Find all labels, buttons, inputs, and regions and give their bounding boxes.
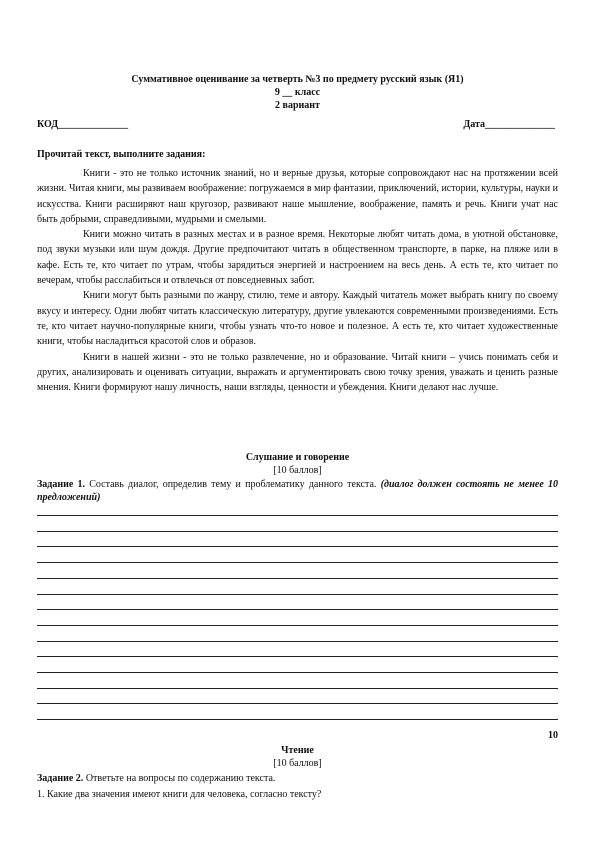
variant-line: 2 вариант xyxy=(275,100,320,111)
grade-line: 9 __ класс xyxy=(274,87,321,98)
answer-line[interactable] xyxy=(37,531,558,532)
task-1-hint: (диалог должен состоять не менее 10 предложений) xyxy=(37,479,559,503)
answer-line[interactable] xyxy=(37,688,558,689)
answer-line[interactable] xyxy=(37,656,558,657)
document-title: Суммативное оценивание за четверть №3 по предмету русский язык (Я1) xyxy=(131,74,464,85)
section-reading-title: Чтение xyxy=(281,745,314,756)
date-field: Дата______________ xyxy=(463,119,555,130)
answer-line[interactable] xyxy=(37,641,558,642)
task-1-label: Задание 1. xyxy=(37,479,86,490)
section-listening-points: [10 баллов] xyxy=(273,465,322,476)
reading-text xyxy=(37,166,558,395)
code-field: КОД______________ xyxy=(37,119,129,130)
answer-line[interactable] xyxy=(37,672,558,673)
page-number: 10 xyxy=(548,730,558,741)
answer-line[interactable] xyxy=(37,625,558,626)
paragraph-2: Книги можно читать в разных местах и в разное время. Некоторые любят читать дома, в уютной обстановке, под звуки музыки или шум дождя. Другие предпочитают читать в общественном транспорте, в парке, на пляже или в кафе. Есть те, кто читает по утрам, чтобы зарядиться энергией и настроением на весь день. А есть те, кто читает по вечерам, чтобы расслабиться и отвлечься от повседневных забот. xyxy=(37,229,558,287)
section-listening-title: Слушание и говорение xyxy=(245,452,350,463)
section-reading-points: [10 баллов] xyxy=(273,758,322,769)
answer-line[interactable] xyxy=(37,719,558,720)
task-2-label: Задание 2. xyxy=(37,773,84,784)
answer-line[interactable] xyxy=(37,609,558,610)
answer-line[interactable] xyxy=(37,515,558,516)
paragraph-1: Книги - это не только источник знаний, но и верные друзья, которые сопровождают нас на протяжении всей жизни. Читая книги, мы развиваем воображение: погружаемся в мир фантазии, приключений, истории, культуры, науки и искусства. Книги расширяют наш кругозор, развивают наше мышление, воображение, память и речь. Книги учат нас быть добрыми, справедливыми, мудрыми и смелыми. xyxy=(37,168,558,225)
task-2-text: Ответьте на вопросы по содержанию текста. xyxy=(85,773,276,784)
paragraph-4: Книги в нашей жизни - это не только развлечение, но и образование. Читай книги – учись понимать себя и других, анализировать и оценивать ситуации, выражать и аргументировать свою точку зрения, уважать и ценить разные мнения. Книги формируют нашу личность, наши взгляды, ценности и убеждения. Книги делают нас лучше. xyxy=(37,351,558,394)
paragraph-3: Книги могут быть разными по жанру, стилю, теме и автору. Каждый читатель может выбрать книгу по своему вкусу и интересу. Одни любят читать классическую литературу, другие увлекаются современными произведениями. Есть те, кто читает научно-популярные книги, чтобы узнать что-то новое и полезное. А есть те, кто читает художественные книги, чтобы насладиться красотой слов и образов. xyxy=(37,290,558,348)
task-1-text: Составь диалог, определив тему и проблематику данного текста. xyxy=(89,479,377,490)
answer-line[interactable] xyxy=(37,703,558,704)
answer-line[interactable] xyxy=(37,546,558,547)
answer-line[interactable] xyxy=(37,594,558,595)
answer-line[interactable] xyxy=(37,578,558,579)
reading-instruction: Прочитай текст, выполните задания: xyxy=(37,149,206,160)
task-2 xyxy=(37,772,558,785)
task-1 xyxy=(37,478,558,504)
question-1: 1. Какие два значения имеют книги для человека, согласно тексту? xyxy=(37,789,322,800)
answer-line[interactable] xyxy=(37,562,558,563)
